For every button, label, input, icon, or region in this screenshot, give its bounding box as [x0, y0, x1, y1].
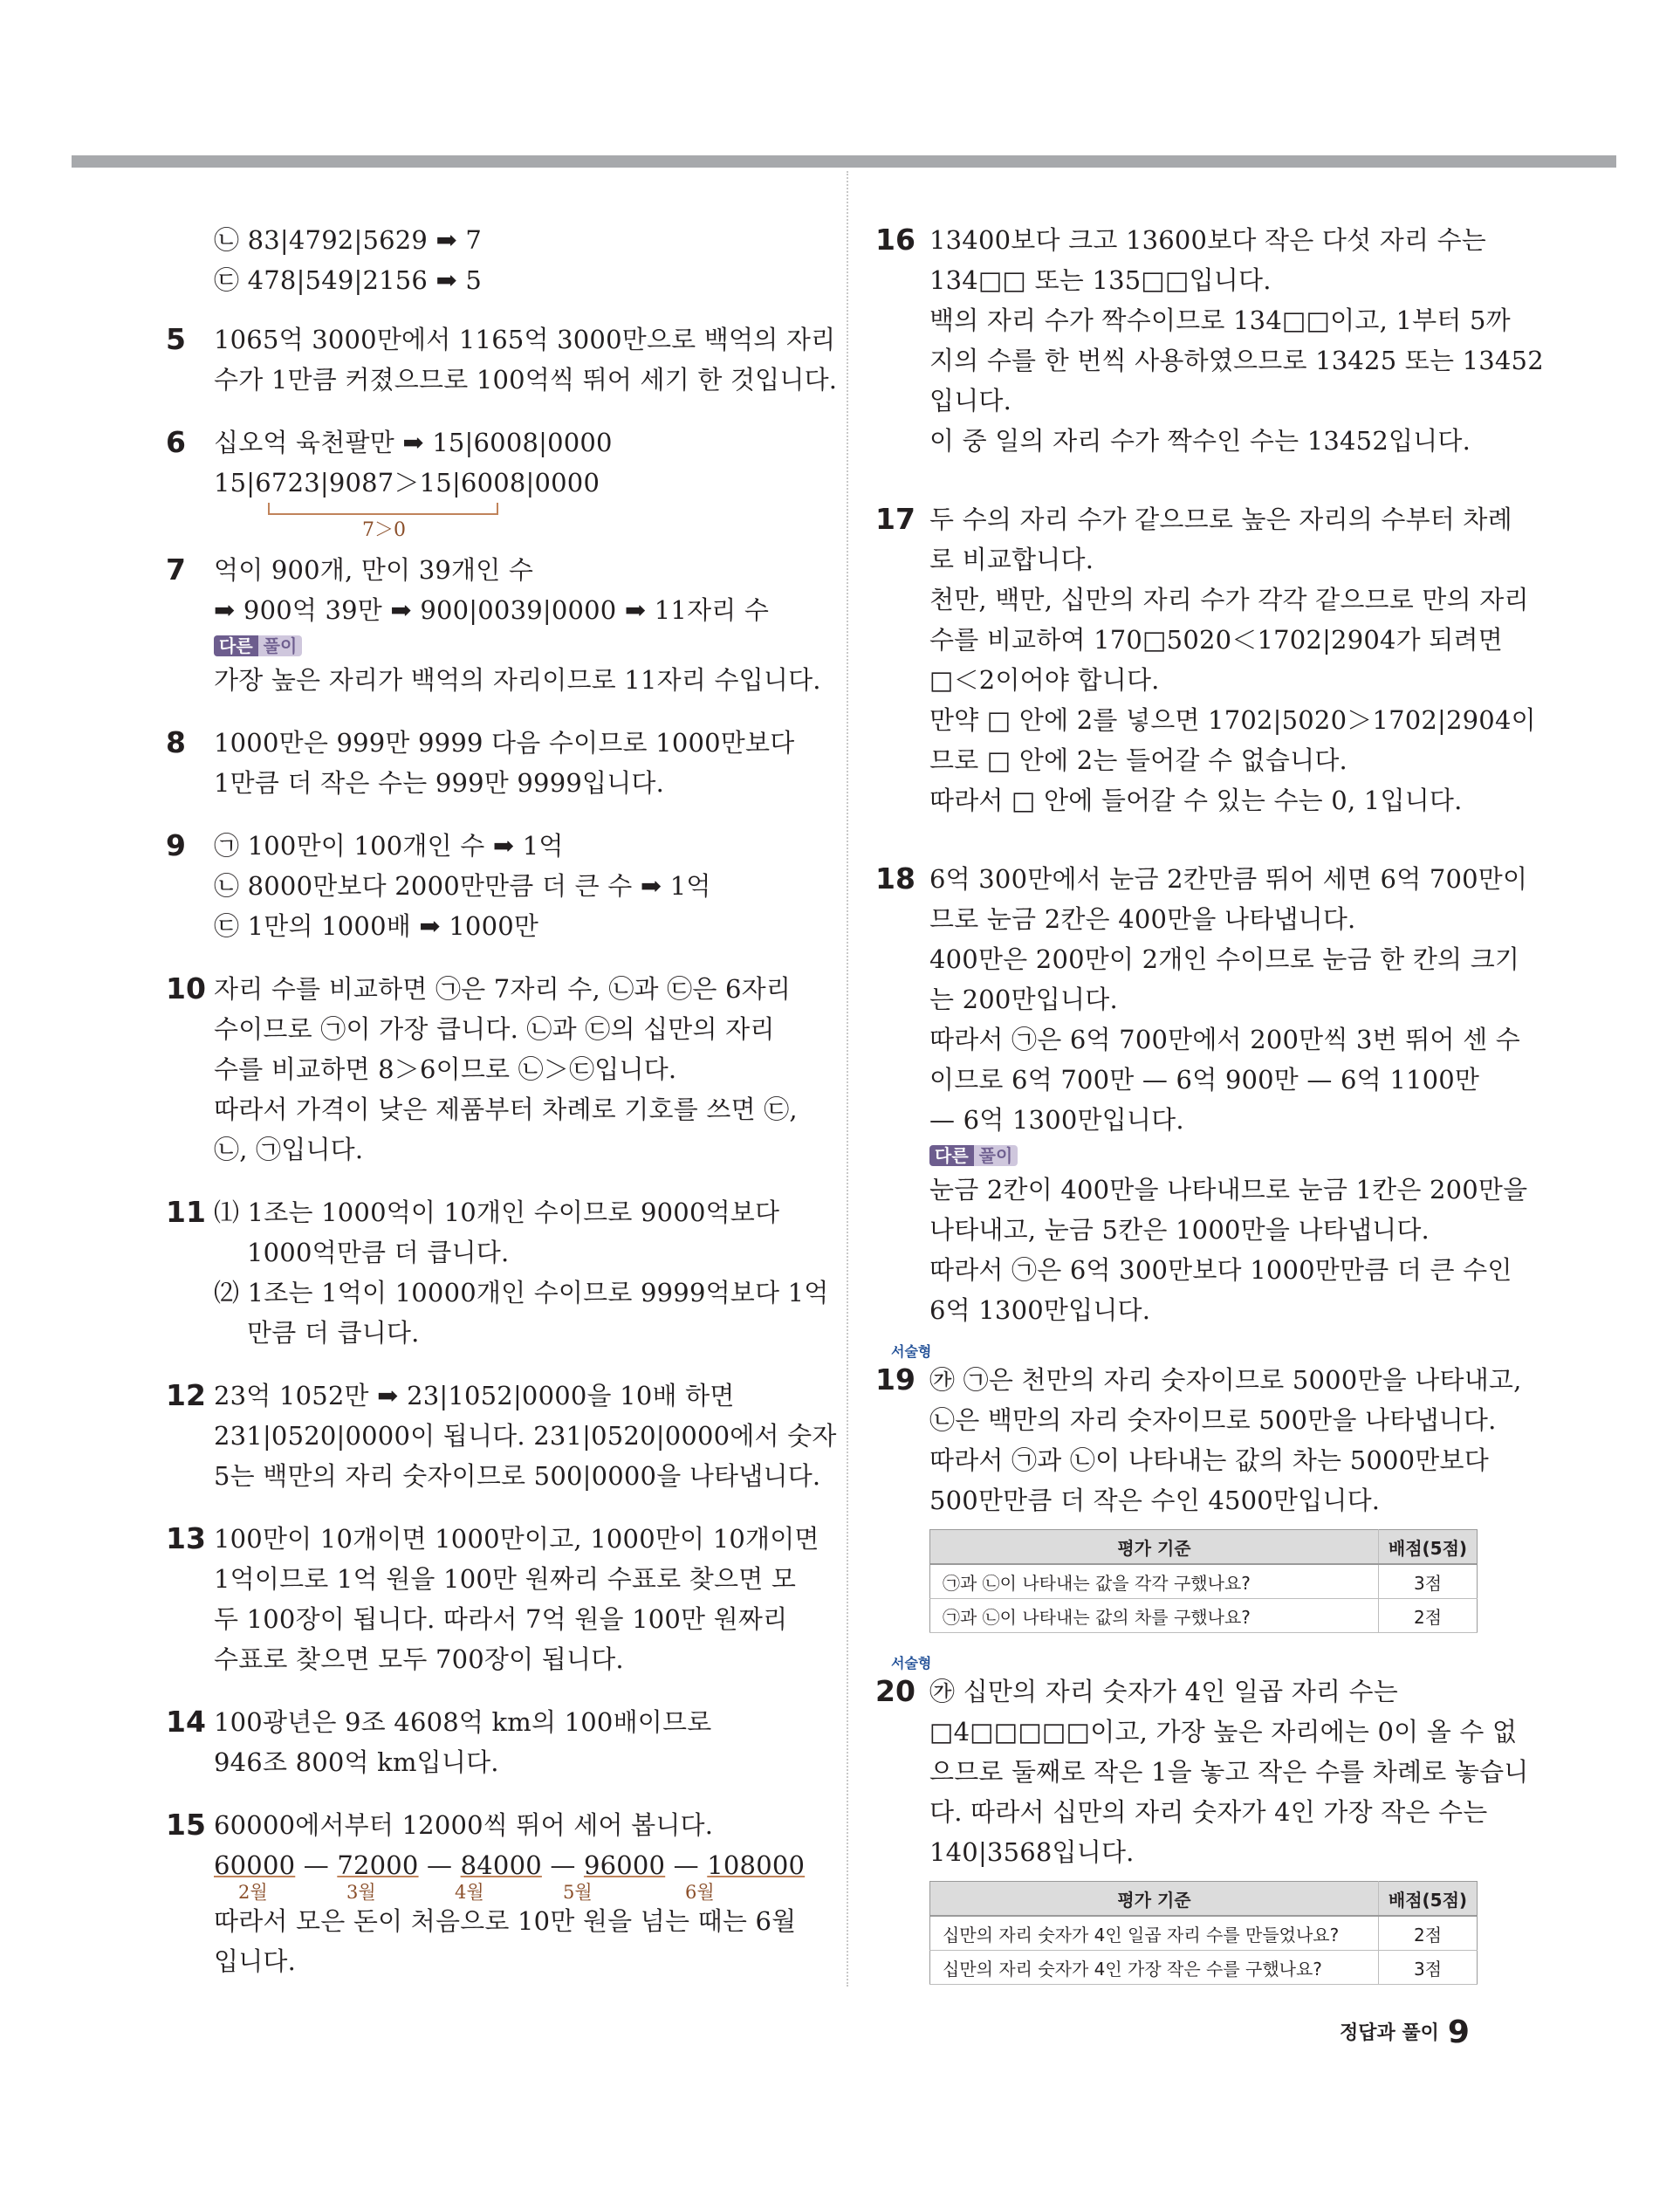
answer-15: [166, 1805, 816, 1981]
answer-line: □＜2이어야 합니다.: [929, 665, 1160, 695]
answer-line: 가장 높은 자리가 백억의 자리이므로 11자리 수입니다.: [214, 665, 821, 695]
answer-line: ㉡, ㉠입니다.: [214, 1135, 364, 1164]
answer-13: [166, 1519, 819, 1679]
sequence-value: 72000: [337, 1850, 419, 1880]
column-divider: [847, 171, 848, 1987]
answer-line: 따라서 모은 돈이 처음으로 10만 원을 넘는 때는 6월: [214, 1906, 797, 1936]
score-cell: 3점: [1379, 1564, 1478, 1599]
page-footer: [1340, 2014, 1470, 2050]
sequence-value: 84000: [460, 1850, 542, 1880]
answer-line: 1만큼 더 작은 수는 999만 9999입니다.: [214, 768, 665, 798]
answer-4-continued: [214, 220, 816, 300]
answer-line: 두 100장이 됩니다. 따라서 7억 원을 100만 원짜리: [214, 1604, 788, 1634]
month-label: 5월: [563, 1882, 593, 1903]
comparison-brace: [214, 503, 816, 541]
problem-number: 6: [166, 425, 186, 459]
answer-line: □4□□□□□이고, 가장 높은 자리에는 0이 올 수 없: [929, 1717, 1518, 1747]
problem-number: 10: [166, 971, 206, 1005]
answer-line: 6억 1300만입니다.: [929, 1295, 1151, 1325]
score-cell: 3점: [1379, 1951, 1478, 1985]
problem-number: 11: [166, 1195, 206, 1229]
answer-line: 눈금 2칸이 400만을 나타내므로 눈금 1칸은 200만을: [929, 1175, 1528, 1204]
top-bar: [72, 155, 1616, 168]
brace-label: 7＞0: [362, 519, 406, 541]
sequence-dash: —: [303, 1850, 329, 1880]
badge-label: 다른: [929, 1145, 974, 1166]
criteria-cell: 십만의 자리 숫자가 4인 가장 작은 수를 구했나요?: [930, 1951, 1379, 1985]
footer-label: 정답과 풀이: [1340, 2022, 1439, 2044]
answer-9: [166, 826, 816, 946]
answer-line: 1065억 3000만에서 1165억 3000만으로 백억의 자리: [214, 325, 836, 354]
problem-number: 14: [166, 1705, 206, 1739]
answer-line: ⑴ 1조는 1000억이 10개인 수이므로 9000억보다: [214, 1198, 780, 1227]
descriptive-tag: 서술형: [891, 1655, 932, 1671]
answer-line: 만큼 더 큽니다.: [247, 1318, 420, 1348]
sequence-dash: —: [427, 1850, 453, 1880]
grading-table: [929, 1529, 1478, 1633]
table-row: [930, 1916, 1478, 1951]
answer-line: ㉡ 83|4792|5629 ➡ 7: [214, 225, 483, 255]
sequence-dash: —: [550, 1850, 576, 1880]
table-header-row: [930, 1882, 1478, 1917]
answer-line: 자리 수를 비교하면 ㉠은 7자리 수, ㉡과 ㉢은 6자리: [214, 974, 792, 1004]
problem-number: 9: [166, 828, 186, 862]
answer-line: — 6억 1300만입니다.: [929, 1105, 1184, 1135]
problem-number: 5: [166, 322, 186, 356]
answer-line: 두 수의 자리 수가 같으므로 높은 자리의 수부터 차례: [929, 504, 1512, 534]
problem-number: 17: [875, 502, 915, 536]
answer-line: 백의 자리 수가 짝수이므로 134□□이고, 1부터 5까: [929, 305, 1511, 335]
month-label: 6월: [685, 1882, 715, 1903]
answer-line: 수이므로 ㉠이 가장 큽니다. ㉡과 ㉢의 십만의 자리: [214, 1014, 775, 1044]
answer-17: [875, 499, 1536, 820]
answer-line: 수가 1만큼 커졌으므로 100억씩 뛰어 세기 한 것입니다.: [214, 365, 838, 395]
right-column: [875, 220, 1544, 2007]
answer-line: 므로 눈금 2칸은 400만을 나타냅니다.: [929, 904, 1356, 934]
sequence-dash: —: [673, 1850, 699, 1880]
answer-line: 입니다.: [929, 386, 1012, 415]
answer-line: 므로 □ 안에 2는 들어갈 수 없습니다.: [929, 745, 1347, 775]
table-row: [930, 1599, 1478, 1633]
sequence-value: 60000: [214, 1850, 296, 1880]
answer-line: 십오억 육천팔만 ➡ 15|6008|0000: [214, 428, 613, 457]
answer-line: 140|3568입니다.: [929, 1837, 1135, 1867]
answer-7: [166, 550, 821, 700]
answer-14: [166, 1702, 816, 1782]
problem-number: 18: [875, 861, 915, 896]
answer-6: [166, 422, 816, 541]
answer-line: 수표로 찾으면 모두 700장이 됩니다.: [214, 1644, 624, 1674]
month-label: 4월: [455, 1882, 484, 1903]
month-labels: [214, 1878, 816, 1901]
criteria-header: 평가 기준: [930, 1530, 1379, 1565]
month-label: 2월: [238, 1882, 268, 1903]
answer-line: 134□□ 또는 135□□입니다.: [929, 265, 1272, 295]
score-header: 배점(5점): [1379, 1530, 1478, 1565]
answer-line: 231|0520|0000이 됩니다. 231|0520|0000에서 숫자: [214, 1421, 837, 1451]
answer-line: 따라서 □ 안에 들어갈 수 있는 수는 0, 1입니다.: [929, 786, 1463, 815]
answer-line: 이므로 6억 700만 — 6억 900만 — 6억 1100만: [929, 1065, 1480, 1095]
answer-line: 1000억만큼 더 큽니다.: [247, 1238, 510, 1267]
answer-line: 60000에서부터 12000씩 뛰어 세어 봅니다.: [214, 1810, 714, 1840]
badge-label: 풀이: [258, 635, 303, 656]
answer-line: 으므로 둘째로 작은 1을 놓고 작은 수를 차례로 놓습니: [929, 1757, 1529, 1787]
grading-table: [929, 1881, 1478, 1985]
answer-12: [166, 1376, 837, 1496]
score-cell: 2점: [1379, 1916, 1478, 1951]
answer-16: [875, 220, 1544, 461]
answer-line: 입니다.: [214, 1946, 297, 1976]
answer-line: 1000만은 999만 9999 다음 수이므로 1000만보다: [214, 728, 795, 758]
answer-line: 15|6723|9087＞15|6008|0000: [214, 468, 600, 498]
problem-number: 20: [875, 1674, 915, 1708]
answer-19: [875, 1343, 1522, 1633]
alternative-solution-badge: [929, 1143, 1018, 1168]
answer-line: ⑵ 1조는 1억이 10000개인 수이므로 9999억보다 1억: [214, 1278, 829, 1307]
alternative-solution-badge: [214, 634, 302, 658]
answer-line: 500만만큼 더 작은 수인 4500만입니다.: [929, 1486, 1381, 1515]
criteria-header: 평가 기준: [930, 1882, 1379, 1917]
month-label: 3월: [346, 1882, 376, 1903]
answer-line: 13400보다 크고 13600보다 작은 다섯 자리 수는: [929, 225, 1487, 255]
badge-label: 다른: [214, 635, 258, 656]
answer-line: 100만이 10개이면 1000만이고, 1000만이 10개이면: [214, 1524, 819, 1554]
answer-line: 따라서 ㉠은 6억 700만에서 200만씩 3번 뛰어 센 수: [929, 1025, 1520, 1054]
answer-line: ㉡은 백만의 자리 숫자이므로 500만을 나타냅니다.: [929, 1405, 1497, 1435]
answer-line: 1억이므로 1억 원을 100만 원짜리 수표로 찾으면 모: [214, 1564, 797, 1594]
criteria-cell: 십만의 자리 숫자가 4인 일곱 자리 수를 만들었나요?: [930, 1916, 1379, 1951]
answer-10: [166, 969, 816, 1170]
answer-11: [166, 1192, 829, 1353]
brace-shape: [268, 503, 498, 515]
left-column: [166, 220, 838, 2004]
answer-18: [875, 859, 1528, 1330]
criteria-cell: ㉠과 ㉡이 나타내는 값을 각각 구했나요?: [930, 1564, 1379, 1599]
answer-line: 다. 따라서 십만의 자리 숫자가 4인 가장 작은 수는: [929, 1797, 1488, 1827]
answer-line: ㉠ 100만이 100개인 수 ➡ 1억: [214, 831, 564, 861]
answer-line: 수를 비교하면 8＞6이므로 ㉡＞㉢입니다.: [214, 1054, 677, 1084]
answer-line: 따라서 가격이 낮은 제품부터 차례로 기호를 쓰면 ㉢,: [214, 1095, 798, 1124]
answer-line: 천만, 백만, 십만의 자리 수가 각각 같으므로 만의 자리: [929, 585, 1529, 614]
answer-line: ㉡ 8000만보다 2000만만큼 더 큰 수 ➡ 1억: [214, 871, 711, 901]
problem-number: 19: [875, 1362, 915, 1397]
sequence-value: 96000: [583, 1850, 666, 1880]
answer-line: ㉮ 십만의 자리 숫자가 4인 일곱 자리 수는: [929, 1677, 1398, 1706]
answer-line: 억이 900개, 만이 39개인 수: [214, 555, 534, 585]
answer-line: 23억 1052만 ➡ 23|1052|0000을 10배 하면: [214, 1381, 735, 1410]
answer-20: [875, 1655, 1529, 1985]
answer-line: 6억 300만에서 눈금 2칸만큼 뛰어 세면 6억 700만이: [929, 864, 1528, 894]
answer-line: 400만은 200만이 2개인 수이므로 눈금 한 칸의 크기: [929, 944, 1520, 974]
answer-line: ㉮ ㉠은 천만의 자리 숫자이므로 5000만을 나타내고,: [929, 1365, 1522, 1395]
answer-5: [166, 319, 838, 400]
criteria-cell: ㉠과 ㉡이 나타내는 값의 차를 구했나요?: [930, 1599, 1379, 1633]
table-row: [930, 1564, 1478, 1599]
page-number: 9: [1447, 2014, 1470, 2050]
score-cell: 2점: [1379, 1599, 1478, 1633]
problem-number: 8: [166, 725, 186, 759]
answer-8: [166, 723, 816, 803]
answer-line: 이 중 일의 자리 수가 짝수인 수는 13452입니다.: [929, 426, 1471, 456]
answer-line: ➡ 900억 39만 ➡ 900|0039|0000 ➡ 11자리 수: [214, 595, 770, 625]
problem-number: 15: [166, 1808, 206, 1842]
descriptive-tag: 서술형: [891, 1343, 932, 1360]
table-header-row: [930, 1530, 1478, 1565]
answer-line: 따라서 ㉠과 ㉡이 나타내는 값의 차는 5000만보다: [929, 1445, 1489, 1475]
answer-line: 로 비교합니다.: [929, 545, 1094, 574]
answer-line: 100광년은 9조 4608억 km의 100배이므로: [214, 1707, 712, 1737]
answer-line: 946조 800억 km입니다.: [214, 1747, 499, 1777]
sequence-value: 108000: [707, 1850, 806, 1880]
answer-line: ㉢ 1만의 1000배 ➡ 1000만: [214, 911, 539, 941]
problem-number: 7: [166, 552, 186, 587]
answer-line: 는 200만입니다.: [929, 985, 1118, 1014]
answer-line: 5는 백만의 자리 숫자이므로 500|0000을 나타냅니다.: [214, 1461, 821, 1491]
answer-line: 수를 비교하여 170□5020＜1702|2904가 되려면: [929, 625, 1503, 655]
problem-number: 13: [166, 1521, 206, 1555]
problem-number: 16: [875, 223, 915, 257]
problem-number: 12: [166, 1378, 206, 1412]
answer-line: 따라서 ㉠은 6억 300만보다 1000만만큼 더 큰 수인: [929, 1255, 1512, 1285]
answer-line: 지의 수를 한 번씩 사용하였으므로 13425 또는 13452: [929, 346, 1544, 375]
score-header: 배점(5점): [1379, 1882, 1478, 1917]
answer-line: 만약 □ 안에 2를 넣으면 1702|5020＞1702|2904이: [929, 705, 1536, 735]
answer-line: ㉢ 478|549|2156 ➡ 5: [214, 265, 483, 295]
answer-line: 나타내고, 눈금 5칸은 1000만을 나타냅니다.: [929, 1215, 1430, 1245]
table-row: [930, 1951, 1478, 1985]
badge-label: 풀이: [974, 1145, 1018, 1166]
